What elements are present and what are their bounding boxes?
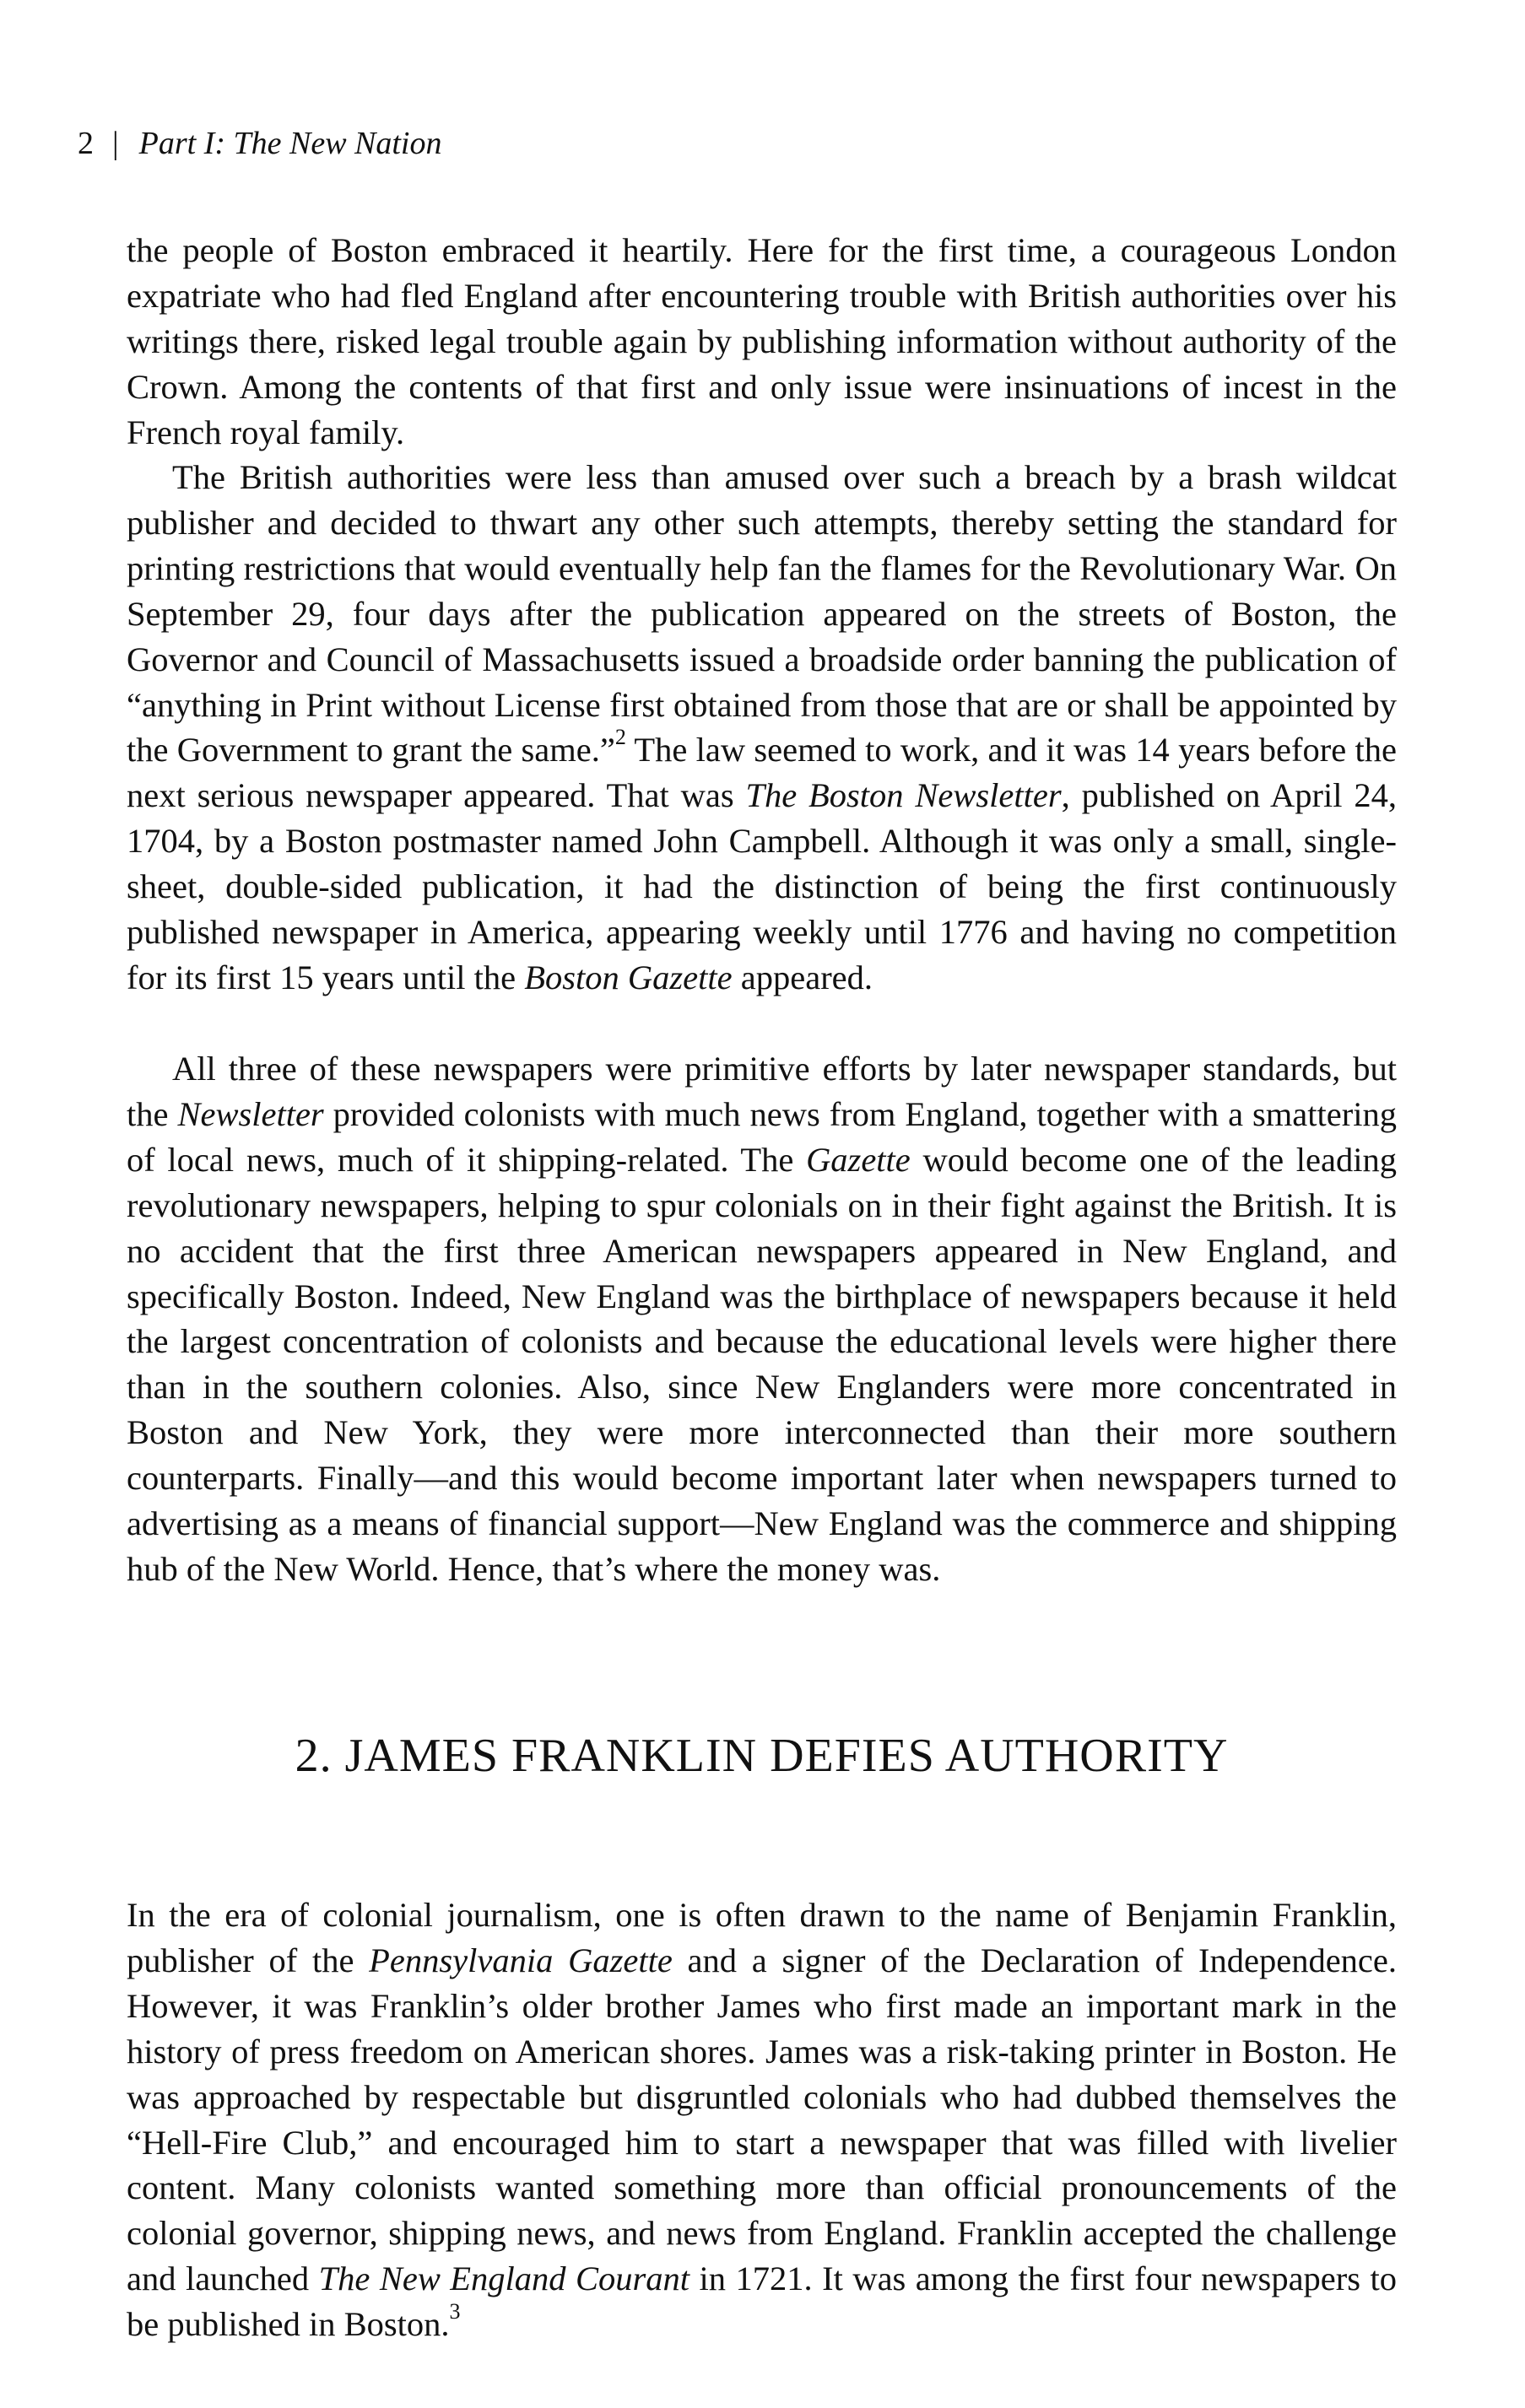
newspaper-title: Newsletter [177,1094,324,1133]
paragraph-text: provided colonists with much news from England, together with a smattering of local news, much of it shipping-related. The [127,1094,1397,1179]
paragraph-james-franklin [127,1892,1397,2347]
paragraph-continued [127,228,1397,456]
section-heading: 2. JAMES FRANKLIN DEFIES AUTHORITY [295,1730,1229,1782]
paragraph-british-authorities [127,455,1397,1001]
paragraph-text: The British authorities were less than amused over such a breach by a brash wildcat publisher and decided to thwart any other such attempts, thereby setting the standard for printing restrictions that would eventually help fan the flames for the Revolutionary War. On September 29, four days after the publication appeared on the streets of Boston, the Governor and Council of Massachusetts issued a broadside order banning the publication of “anything in Print without License first obtained from those that are or shall be appointed by the Government to grant the same.” [127,458,1397,769]
paragraph-text: in 1721. It was among the first four newspapers to be published in Boston. [127,2260,1397,2344]
paragraph-text: In the era of colonial journalism, one is often drawn to the name of Benjamin Franklin, publisher of the [127,1896,1397,1979]
newspaper-title: Boston Gazette [524,958,733,996]
footnote-reference: 2 [614,725,626,750]
paragraph-three-newspapers [127,1046,1397,1592]
paragraph-text: The law seemed to work, and it was 14 years before the next serious newspaper appeared. That was [127,731,1397,815]
paragraph-text: the people of Boston embraced it heartily. Here for the first time, a courageous London expatriate who had fled England after encountering trouble with British authorities over his writings there, risked legal trouble again by publishing information without authority of the Crown. Among the contents of that first and only issue were insinuations of incest in the French royal family. [127,231,1397,451]
newspaper-title: The New England Courant [318,2260,690,2298]
part-title: Part I: The New Nation [138,126,442,161]
paragraph-text: and a signer of the Declaration of Independence. However, it was Franklin’s older brother James who first made an important mark in the history of press freedom on American shores. James was a risk-taking printer in Boston. He was approached by respectable but disgruntled colonials who had dubbed themselves the “Hell-Fire Club,” and encouraged him to start a newspaper that was filled with livelier content. Many colonists wanted something more than official pronouncements of the colonial governor, shipping news, and news from England. Franklin accepted the challenge and launched [127,1941,1397,2298]
running-head-separator: | [112,126,119,161]
paragraph-text: All three of these newspapers were primitive efforts by later newspaper standards, but the [127,1050,1397,1133]
newspaper-title: Gazette [806,1140,911,1179]
paragraph-text: , published on April 24, 1704, by a Boston postmaster named John Campbell. Although it was only a small, single-sheet, double-sided publication, it had the distinction of being the first continuously published newspaper in America, appearing weekly until 1776 and having no competition for its first 15 years until the [127,776,1397,996]
page-number: 2 [78,126,94,161]
newspaper-title: The Boston Newsletter [745,776,1062,815]
newspaper-title: Pennsylvania Gazette [369,1941,673,1979]
paragraph-text: would become one of the leading revolutionary newspapers, helping to spur colonials on in their fight against the British. It is no accident that the first three American newspapers appeared in New England, and specifically Boston. Indeed, New England was the birthplace of newspapers because it held the largest concentration of colonists and because the educational levels were higher there than in the southern colonies. Also, since New Englanders were more concentrated in Boston and New York, they were more interconnected than their more southern counterparts. Finally—and this would become important later when newspapers turned to advertising as a means of financial support—New England was the commerce and shipping hub of the New World. Hence, that’s where the money was. [127,1140,1397,1588]
footnote-reference: 3 [449,2299,461,2324]
paragraph-text: appeared. [732,958,873,996]
running-head [78,123,442,164]
